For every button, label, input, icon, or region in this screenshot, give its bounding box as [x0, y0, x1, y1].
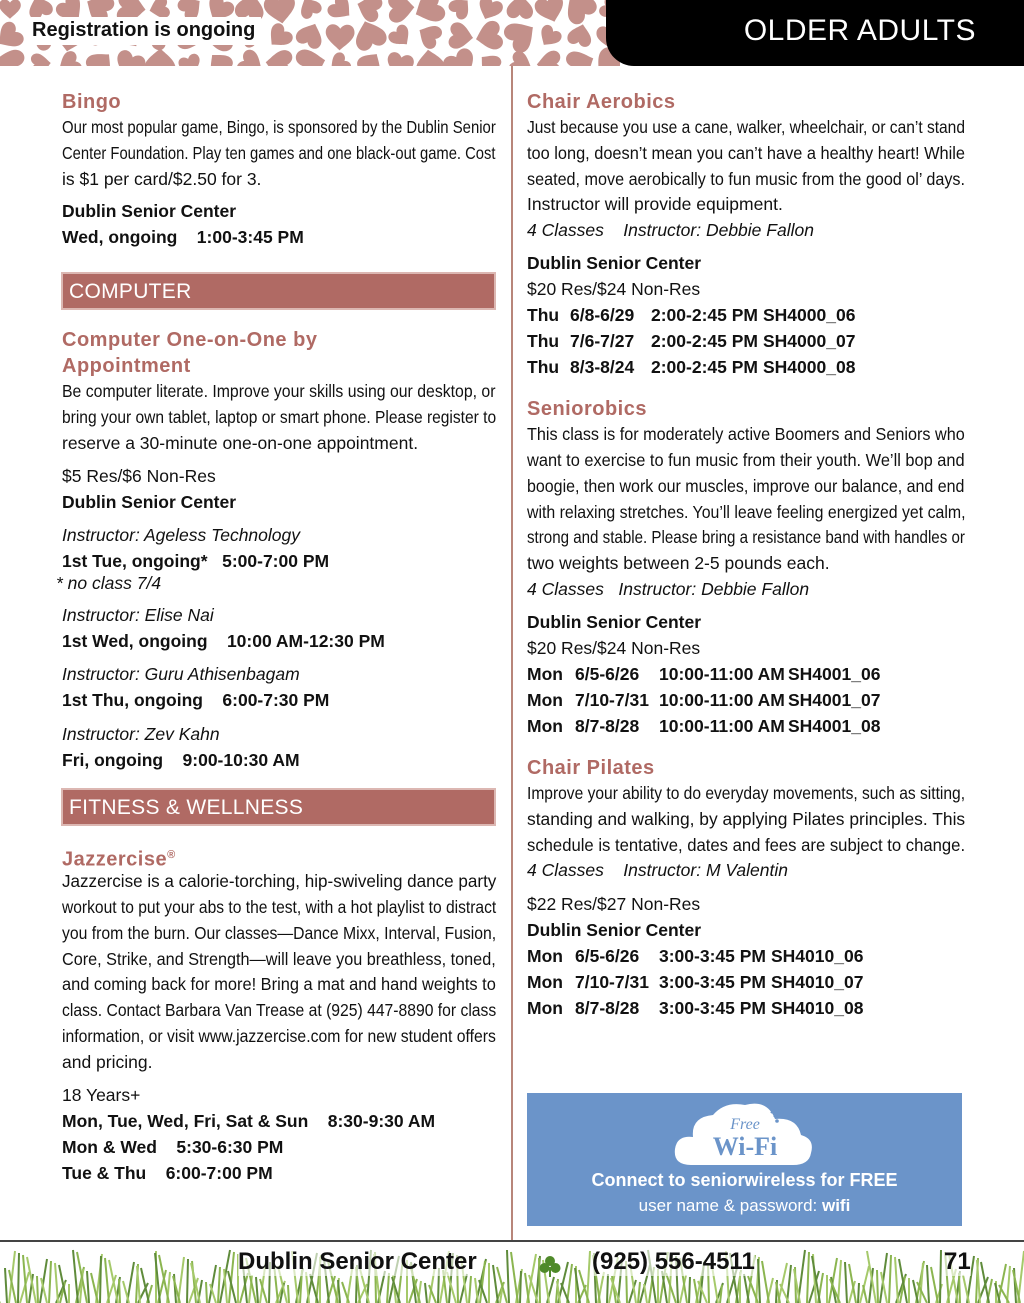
jazzercise-desc-line: class. Contact Barbara Van Trease at (925) 447-8890 for class	[62, 1000, 497, 1020]
grass-blade	[858, 1283, 859, 1303]
heart-shape	[414, 48, 446, 66]
grass-blade	[689, 1277, 690, 1303]
heart-shape	[506, 0, 534, 19]
chair-pilates-desc-line: standing and walking, by applying Pilates principles. This	[527, 809, 966, 829]
chair-pilates-desc-line: Improve your ability to do everyday movements, such as sitting,	[527, 783, 966, 803]
heart-shape	[474, 0, 505, 24]
heart-shape	[325, 24, 355, 51]
grass-blade	[27, 1257, 36, 1303]
grass-blade	[55, 1263, 58, 1303]
heart-shape	[564, 45, 599, 66]
page-footer	[0, 1240, 1024, 1303]
class-row: Thu 8/3-8/24 2:00-2:45 PM SH4000_08	[527, 357, 856, 377]
grass-blade	[567, 1264, 572, 1303]
wifi-connect-text: Connect to seniorwireless for FREE	[591, 1170, 898, 1190]
section-title: OLDER ADULTS	[743, 14, 976, 47]
grass-blade	[105, 1258, 109, 1303]
wifi-info-box	[527, 1093, 962, 1226]
fitness-section-title: FITNESS & WELLNESS	[69, 796, 304, 819]
grass-blade	[187, 1259, 188, 1303]
bingo-title: Bingo	[62, 91, 122, 113]
seniorobics-desc-line: with relaxing stretches. You’ll leave feeling energized yet calm,	[527, 502, 966, 522]
seniorobics-fee: $20 Res/$24 Non-Res	[527, 638, 701, 658]
grass-blade	[5, 1268, 7, 1303]
bingo-desc-line: Our most popular game, Bingo, is sponsored by the Dublin Senior	[62, 117, 496, 137]
session-schedule: 1st Tue, ongoing* 5:00-7:00 PM	[62, 551, 330, 571]
seniorobics-desc-line: This class is for moderately active Boomers and Seniors who	[527, 424, 965, 444]
heart-shape	[566, 21, 595, 48]
heart-shape	[294, 45, 329, 66]
chair-aerobics-desc-line: seated, move aerobically to fun music from the good ol’ days.	[527, 169, 966, 189]
grass-blade	[469, 1276, 471, 1303]
grass-blade	[109, 1260, 118, 1303]
grass-blade	[288, 1285, 289, 1303]
heart-shape	[475, 49, 504, 66]
heart-shape	[535, 23, 564, 51]
seniorobics-title: Seniorobics	[527, 398, 647, 420]
bingo-location: Dublin Senior Center	[62, 201, 237, 221]
jazzercise-desc-line: Jazzercise is a calorie-torching, hip-swiveling dance party	[62, 871, 497, 891]
session-note: * no class 7/4	[56, 573, 162, 593]
grass-blade	[520, 1271, 521, 1303]
heart-shape	[144, 48, 176, 66]
column-divider	[511, 66, 513, 1240]
page-number: 71	[944, 1248, 971, 1275]
heart-shape	[448, 21, 475, 50]
grass-blade	[838, 1260, 841, 1303]
grass-blade	[895, 1257, 898, 1303]
heart-shape	[533, 0, 568, 26]
jazzercise-title: Jazzercise®	[62, 848, 176, 871]
class-row: Mon 7/10-7/31 3:00-3:45 PM SH4010_07	[527, 972, 864, 992]
registration-banner: Registration is ongoing	[24, 17, 261, 45]
session-schedule: 1st Thu, ongoing 6:00-7:30 PM	[62, 690, 330, 710]
chair-aerobics-fee: $20 Res/$24 Non-Res	[527, 279, 701, 299]
heart-shape	[264, 48, 293, 66]
heart-shape	[536, 50, 561, 66]
bingo-desc-line: Center Foundation. Play ten games and one black-out game. Cost	[62, 143, 496, 163]
grass-blade	[940, 1250, 941, 1303]
grass-blade	[256, 1277, 258, 1303]
heart-shape	[54, 49, 84, 66]
grass-blade	[762, 1261, 769, 1303]
grass-blade	[37, 1276, 38, 1303]
wifi-badge-small: Free	[730, 1116, 760, 1133]
grass-blade	[807, 1252, 809, 1303]
computer-desc-line: reserve a 30-minute one-on-one appointment.	[62, 433, 419, 453]
heart-shape	[440, 46, 481, 66]
fitness-section-band	[61, 788, 496, 826]
grass-blade	[607, 1274, 608, 1303]
heart-shape	[0, 19, 26, 54]
heart-shape	[83, 45, 118, 66]
chair-pilates-fee: $22 Res/$27 Non-Res	[527, 894, 701, 914]
grass-blade	[863, 1285, 867, 1303]
grass-blade	[338, 1280, 340, 1303]
heart-shape	[111, 48, 147, 66]
class-row: Mon 8/7-8/28 10:00-11:00 AM SH4001_08	[527, 716, 881, 736]
heart-shape	[325, 50, 353, 66]
chair-aerobics-location: Dublin Senior Center	[527, 253, 702, 273]
jazzercise-schedule: Mon, Tue, Wed, Fri, Sat & Sun 8:30-9:30 AM	[62, 1111, 436, 1131]
class-row: Mon 8/7-8/28 3:00-3:45 PM SH4010_08	[527, 998, 864, 1018]
grass-decoration	[0, 1240, 1024, 1303]
chair-aerobics-desc-line: Just because you use a cane, walker, wheelchair, or can’t stand	[527, 117, 965, 137]
grass-blade	[425, 1283, 427, 1303]
grass-blade	[507, 1250, 509, 1303]
class-row: Thu 7/6-7/27 2:00-2:45 PM SH4000_07	[527, 331, 856, 351]
page-header	[0, 0, 1024, 66]
wifi-credentials: user name & password: wifi	[638, 1196, 851, 1215]
computer-title: Computer One-on-One by	[62, 329, 318, 351]
heart-shape	[386, 22, 415, 51]
heart-shape	[355, 47, 387, 66]
jazzercise-desc-line: and pricing.	[62, 1052, 153, 1072]
grass-blade	[100, 1256, 101, 1303]
chair-aerobics-meta: 4 Classes Instructor: Debbie Fallon	[527, 220, 814, 240]
footer-phone: (925) 556-4511	[592, 1248, 755, 1275]
computer-location: Dublin Senior Center	[62, 492, 237, 512]
seniorobics-desc-line: strong and stable. Please bring a resistance band with handles or	[527, 527, 965, 547]
grass-blade	[18, 1253, 19, 1303]
class-row: Mon 6/5-6/26 3:00-3:45 PM SH4010_06	[527, 946, 864, 966]
heart-shape	[177, 52, 204, 66]
heart-shape	[0, 0, 21, 19]
chair-aerobics-desc-line: Instructor will provide equipment.	[527, 194, 783, 214]
heart-shape	[30, 52, 51, 66]
heart-shape	[295, 0, 323, 21]
grass-blade	[845, 1262, 847, 1303]
heart-shape	[388, 0, 415, 23]
seniorobics-location: Dublin Senior Center	[527, 612, 702, 632]
heart-shape	[263, 21, 295, 53]
grass-blade	[119, 1279, 120, 1303]
heart-shape	[235, 47, 268, 66]
heart-shape	[409, 0, 447, 29]
grass-blade	[1007, 1266, 1010, 1303]
footer-rule	[0, 1240, 1024, 1242]
seniorobics-meta: 4 Classes Instructor: Debbie Fallon	[527, 579, 810, 599]
heart-shape	[353, 0, 384, 24]
instructor-label: Instructor: Zev Kahn	[62, 724, 220, 744]
heart-shape	[558, 0, 600, 27]
computer-fee: $5 Res/$6 Non-Res	[62, 466, 216, 486]
grass-blade	[959, 1273, 960, 1303]
grass-blade	[758, 1259, 760, 1303]
seniorobics-desc-line: want to exercise to fun music from their youth. We’ll bop and	[527, 450, 965, 470]
chair-pilates-meta: 4 Classes Instructor: M Valentin	[527, 860, 788, 880]
grass-blade	[931, 1267, 938, 1303]
grass-blade	[644, 1284, 647, 1303]
grass-blade	[87, 1271, 89, 1303]
chair-pilates-location: Dublin Senior Center	[527, 920, 702, 940]
grass-blade	[889, 1255, 891, 1303]
grass-blade	[387, 1273, 389, 1303]
jazzercise-desc-line: Core, Strike, and Strength—will leave you breathless, toned,	[62, 949, 496, 969]
seniorobics-desc-line: boogie, then work our muscles, improve our balance, and end	[527, 476, 965, 496]
grass-blade	[638, 1282, 640, 1303]
grass-blade	[49, 1261, 51, 1303]
jazzercise-schedule: Tue & Thu 6:00-7:00 PM	[62, 1163, 273, 1183]
heart-shape	[0, 45, 26, 66]
heart-shape	[414, 20, 444, 51]
chair-aerobics-title: Chair Aerobics	[527, 91, 676, 113]
jazzercise-schedule: Mon & Wed 5:30-6:30 PM	[62, 1137, 284, 1157]
computer-section-title: COMPUTER	[69, 280, 192, 303]
session-schedule: Fri, ongoing 9:00-10:30 AM	[62, 750, 300, 770]
grass-blade	[867, 1251, 876, 1303]
bingo-schedule: Wed, ongoing 1:00-3:45 PM	[62, 227, 304, 247]
seniorobics-desc-line: two weights between 2-5 pounds each.	[527, 553, 830, 573]
grass-blade	[899, 1259, 907, 1303]
heart-shape	[501, 14, 542, 56]
footer-center-name: Dublin Senior Center	[238, 1248, 477, 1275]
computer-section-band	[61, 272, 496, 310]
grass-blade	[218, 1267, 220, 1303]
heart-shape	[446, 0, 475, 22]
jazzercise-desc-line: workout to put your abs to the test, with a hot playlist to distract	[62, 897, 497, 917]
jazzercise-age: 18 Years+	[62, 1085, 141, 1105]
class-row: Mon 6/5-6/26 10:00-11:00 AM SH4001_06	[527, 664, 881, 684]
section-tab	[606, 0, 1024, 66]
heart-shape	[294, 19, 328, 51]
wifi-badge-big: Wi-Fi	[712, 1132, 778, 1161]
instructor-label: Instructor: Guru Athisenbagam	[62, 664, 300, 684]
chair-pilates-title: Chair Pilates	[527, 757, 655, 779]
grass-blade	[511, 1252, 518, 1303]
instructor-label: Instructor: Ageless Technology	[62, 525, 301, 545]
computer-desc-line: bring your own tablet, laptop or smart phone. Please register to	[62, 407, 497, 427]
bingo-desc-line: is $1 per card/$2.50 for 3.	[62, 169, 262, 189]
class-row: Thu 6/8-6/29 2:00-2:45 PM SH4000_06	[527, 305, 856, 325]
class-row: Mon 7/10-7/31 10:00-11:00 AM SH4001_07	[527, 690, 881, 710]
session-schedule: 1st Wed, ongoing 10:00 AM-12:30 PM	[62, 631, 385, 651]
grass-blade	[860, 1266, 869, 1303]
heart-shape	[325, 0, 357, 25]
grass-blade	[981, 1262, 989, 1303]
computer-title-cont: Appointment	[62, 355, 191, 377]
chair-pilates-desc-line: schedule is tentative, dates and fees are subject to change.	[527, 835, 966, 855]
shamrock-icon	[538, 1254, 562, 1278]
jazzercise-desc-line: information, or visit www.jazzercise.com for new student offers	[62, 1026, 496, 1046]
heart-shape	[473, 19, 505, 53]
grass-blade	[927, 1265, 929, 1303]
instructor-label: Instructor: Elise Nai	[62, 605, 214, 625]
grass-blade	[787, 1265, 791, 1303]
computer-desc-line: Be computer literate. Improve your skills using our desktop, or	[62, 381, 496, 401]
grass-blade	[206, 1282, 207, 1303]
grass-blade	[877, 1270, 878, 1303]
jazzercise-desc-line: you from the burn. Our classes—Dance Mixx, Interval, Fusion,	[62, 923, 497, 943]
chair-aerobics-desc-line: too long, doesn’t mean you can’t have a healthy heart! While	[527, 143, 965, 163]
grass-blade	[59, 1265, 67, 1303]
heart-shape	[263, 0, 298, 26]
heart-shape	[507, 50, 535, 66]
wifi-cloud-icon	[671, 1099, 817, 1171]
heart-shape	[384, 51, 415, 66]
jazzercise-desc-line: and coming back for more! Bring a mat and hand weights to	[62, 974, 496, 994]
